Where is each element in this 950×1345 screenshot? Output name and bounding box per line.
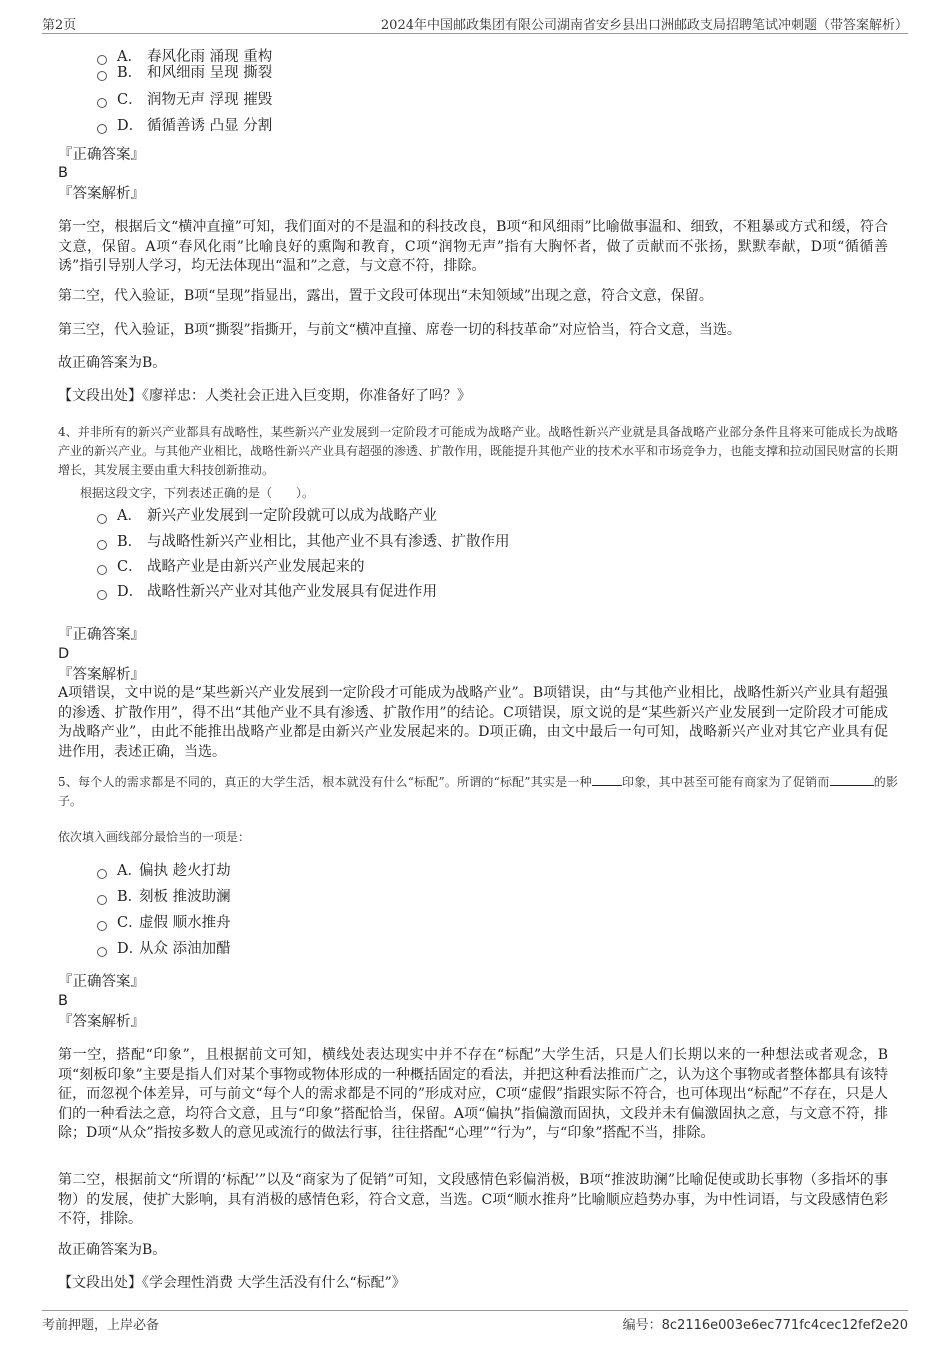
q3-option-b[interactable]: B． 和风细雨 呈现 撕裂 <box>97 64 272 82</box>
q5-source: 【文段出处】《学会理性消费 大学生活没有什么“标配”》 <box>58 1275 406 1291</box>
radio-icon[interactable] <box>97 869 107 879</box>
q5-option-b[interactable]: B．刻板 推波助澜 <box>97 888 231 906</box>
q5-analysis-p1: 第一空，搭配“印象”，且根据前文可知，横线处表达现实中并不存在“标配”大学生活，只是人们长期以来的一种想法或者观念，B项“刻板印象”主要是指人们对某个事物或物体形成的一种概括固定的看法，并把这种看法推而广之，认为这个事物或者整体都具有该特征，而忽视个体差异，可与前文“每个人的需求都是不同的”形成对应，C项“虚假”指跟实际不符合，也可体现出“标配”不存在，只是人们的一种看法之意，均符合文意，且与“印象”搭配恰当，保留。A项“偏执”指偏激而固执，文段并未有偏激固执之意，与文意不符，排除；D项“从众”指按多数人的意见或流行的做法行事，往往搭配“心理”“行为”，与“印象”搭配不当，排除。 <box>58 1047 888 1141</box>
q4-option-b[interactable]: B． 与战略性新兴产业相比，其他产业不具有渗透、扩散作用 <box>97 533 510 551</box>
q5-answer: B <box>58 993 68 1009</box>
radio-icon[interactable] <box>97 514 107 524</box>
q4-option-a[interactable]: A． 新兴产业发展到一定阶段就可以成为战略产业 <box>97 507 437 525</box>
radio-icon[interactable] <box>97 98 107 108</box>
q4-analysis-label: 『答案解析』 <box>58 667 145 683</box>
q3-answer: B <box>58 165 68 181</box>
q5-prompt: 依次填入画线部分最恰当的一项是： <box>58 830 251 844</box>
q3-option-a[interactable]: A． 春风化雨 涌现 重构 <box>97 48 272 66</box>
q3-analysis-p1: 第一空，根据后文“横冲直撞”可知，我们面对的不是温和的科技改良，B项“和风细雨”比喻做事温和、细致，不粗暴或方式和缓，符合文意，保留。A项“春风化雨”比喻良好的熏陶和教育，C项“润物无声”指有大胸怀者，做了贡献而不张扬，默默奉献，D项“循循善诱”指引导别人学习，均无法体现出“温和”之意，与文意不符，排除。 <box>58 219 888 274</box>
q5-blank-1[interactable] <box>592 785 622 786</box>
radio-icon[interactable] <box>97 947 107 957</box>
q5-option-d[interactable]: D．从众 添油加醋 <box>97 940 231 958</box>
radio-icon[interactable] <box>97 71 107 81</box>
q5-analysis-label: 『答案解析』 <box>58 1014 145 1030</box>
footer-code: 编号：8c2116e003e6ec771fc4cec12fef2e20 <box>622 1318 908 1333</box>
q3-analysis-conclusion: 故正确答案为B。 <box>58 355 167 371</box>
q3-option-c[interactable]: C． 润物无声 浮现 摧毁 <box>97 91 272 109</box>
q3-analysis-p2: 第二空，代入验证，B项“呈现”指显出，露出，置于文段可体现出“未知领域”出现之意，符合文意，保留。 <box>58 288 713 304</box>
document-title: 2024年中国邮政集团有限公司湖南省安乡县出口洲邮政支局招聘笔试冲刺题（带答案解析） <box>380 18 908 33</box>
q3-option-d[interactable]: D． 循循善诱 凸显 分割 <box>97 117 272 135</box>
q3-analysis-label: 『答案解析』 <box>58 186 145 202</box>
radio-icon[interactable] <box>97 124 107 134</box>
header-divider <box>42 33 908 34</box>
q5-blank-2[interactable] <box>830 785 874 786</box>
radio-icon[interactable] <box>97 590 107 600</box>
q5-analysis-conclusion: 故正确答案为B。 <box>58 1242 167 1258</box>
q4-answer-label: 『正确答案』 <box>58 627 145 643</box>
radio-icon[interactable] <box>97 540 107 550</box>
q4-analysis: A项错误，文中说的是“某些新兴产业发展到一定阶段才可能成为战略产业”。B项错误，由“与其他产业相比，战略性新兴产业具有超强的渗透、扩散作用”，得不出“其他产业不具有渗透、扩散作用”的结论。C项错误，原文说的是“某些新兴产业发展到一定阶段才可能成为战略产业”，由此不能推出战略产业都是由新兴产业发展起来的。D项正确，由文中最后一句可知，战略新兴产业对其它产业具有促进作用，表述正确，当选。 <box>58 685 888 760</box>
q3-answer-label: 『正确答案』 <box>58 147 145 163</box>
q5-analysis-p2: 第二空，根据前文“所谓的‘标配’”以及“商家为了促销”可知，文段感情色彩偏消极，B项“推波助澜”比喻促使或助长事物（多指坏的事物）的发展，使扩大影响，具有消极的感情色彩，符合文意，当选。C项“顺水推舟”比喻顺应趋势办事，为中性词语，与文段感情色彩不符，排除。 <box>58 1172 888 1227</box>
q4-option-d[interactable]: D． 战略性新兴产业对其他产业发展具有促进作用 <box>97 583 437 601</box>
q4-stem: 4、并非所有的新兴产业都具有战略性，某些新兴产业发展到一定阶段才可能成为战略产业。战略性新兴产业就是具备战略产业部分条件且将来可能成长为战略产业的新兴产业。与其他产业相比，战略性新兴产业具有超强的渗透、扩散作用，既能提升其他产业的技术水平和市场竞争力，也能支撑和拉动国民财富的长期增长，其发展主要由重大科技创新推动。 <box>58 425 899 477</box>
q4-prompt: 根据这段文字，下列表述正确的是（ ）。 <box>80 486 315 500</box>
radio-icon[interactable] <box>97 921 107 931</box>
radio-icon[interactable] <box>97 895 107 905</box>
q5-option-a[interactable]: A．偏执 趁火打劫 <box>97 862 231 880</box>
q3-source: 【文段出处】《廖祥忠：人类社会正进入巨变期，你准备好了吗？》 <box>58 388 471 404</box>
q4-answer: D <box>58 646 70 662</box>
q5-answer-label: 『正确答案』 <box>58 974 145 990</box>
page-number: 第2页 <box>42 18 77 33</box>
radio-icon[interactable] <box>97 565 107 575</box>
q3-analysis-p3: 第三空，代入验证，B项“撕裂”指撕开，与前文“横冲直撞、席卷一切的科技革命”对应恰当，符合文意，当选。 <box>58 322 741 338</box>
q5-option-c[interactable]: C．虚假 顺水推舟 <box>97 914 231 932</box>
footer-divider <box>42 1310 908 1311</box>
q5-stem: 5、每个人的需求都是不同的，真正的大学生活，根本就没有什么“标配”。所谓的“标配”其实是一种 印象，其中甚至可能有商家为了促销而 的影子。 <box>58 775 898 808</box>
q4-option-c[interactable]: C． 战略产业是由新兴产业发展起来的 <box>97 558 365 576</box>
footer-slogan: 考前押题，上岸必备 <box>42 1318 160 1333</box>
